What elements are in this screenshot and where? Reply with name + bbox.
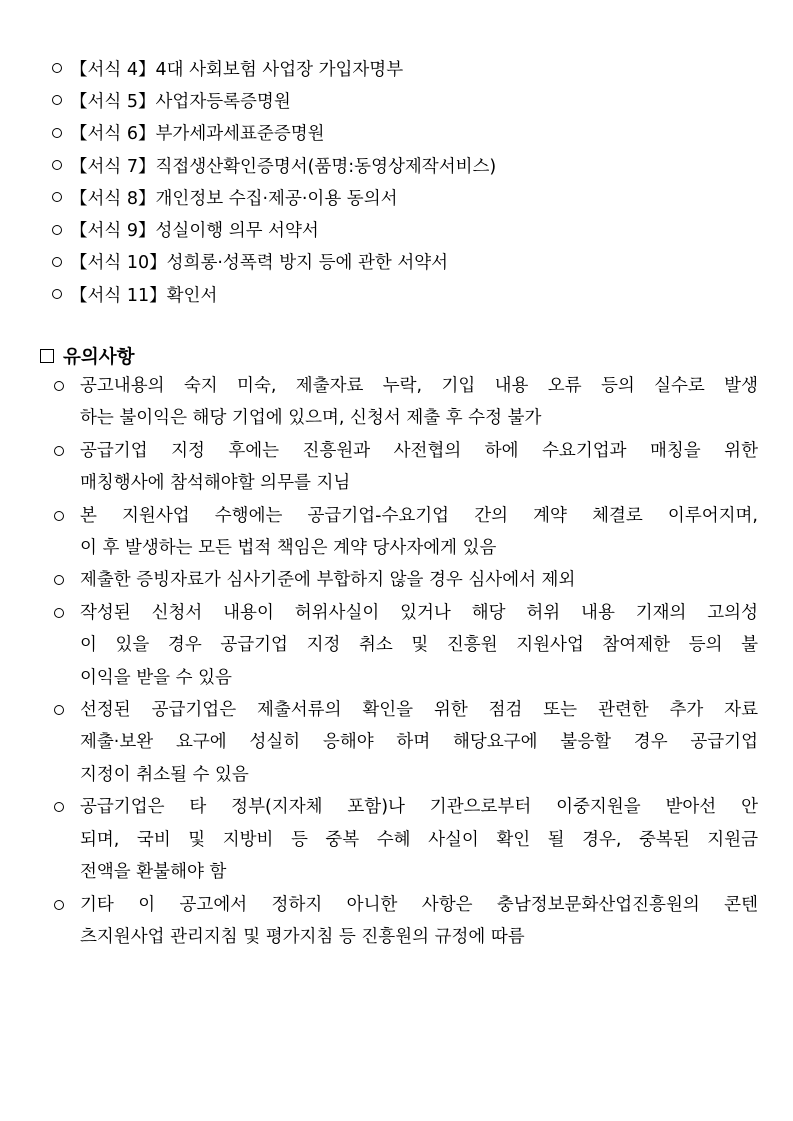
note-item: [52, 889, 758, 954]
circle-bullet-icon: [54, 608, 64, 618]
note-line: 지정이 취소될 수 있음: [80, 764, 249, 785]
circle-bullet-icon: [52, 128, 62, 138]
form-item-text: 【서식 7】직접생산확인증명서(품명:동영상제작서비스): [70, 156, 497, 177]
circle-bullet-icon: [52, 160, 62, 170]
form-item-text: 【서식 8】개인정보 수집·제공·이용 동의서: [70, 188, 398, 209]
form-item-text: 【서식 10】성희롱·성폭력 방지 등에 관한 서약서: [70, 253, 449, 274]
form-item-text: 【서식 6】부가세과세표준증명원: [70, 124, 325, 145]
circle-bullet-icon: [52, 95, 62, 105]
form-list-item: [52, 84, 752, 116]
circle-bullet-icon: [54, 446, 64, 456]
note-line: 츠지원사업 관리지침 및 평가지침 등 진흥원의 규정에 따름: [80, 926, 525, 947]
circle-bullet-icon: [52, 225, 62, 235]
note-item: [52, 791, 758, 888]
circle-bullet-icon: [54, 511, 64, 521]
note-item: [52, 500, 758, 565]
note-item: [52, 564, 758, 596]
note-line: 공급기업은 타 정부(지자체 포함)나 기관으로부터 이중지원을 받아선 안: [80, 797, 758, 818]
form-list-item: [52, 52, 752, 84]
circle-bullet-icon: [54, 705, 64, 715]
form-item-text: 【서식 4】4대 사회보험 사업장 가입자명부: [70, 59, 404, 80]
form-item-text: 【서식 9】성실이행 의무 서약서: [70, 221, 319, 242]
form-list-item: [52, 149, 752, 181]
note-line: 전액을 환불해야 함: [80, 862, 227, 883]
note-line: 이익을 받을 수 있음: [80, 667, 232, 688]
note-line: 작성된 신청서 내용이 허위사실이 있거나 해당 허위 내용 기재의 고의성: [80, 602, 758, 623]
note-item: [52, 370, 758, 435]
circle-bullet-icon: [52, 289, 62, 299]
circle-bullet-icon: [54, 802, 64, 812]
form-list-item: [52, 213, 752, 245]
notes-list: [52, 370, 758, 953]
form-list-item: [52, 278, 752, 310]
note-line: 제출·보완 요구에 성실히 응해야 하며 해당요구에 불응할 경우 공급기업: [80, 732, 758, 753]
note-line: 하는 불이익은 해당 기업에 있으며, 신청서 제출 후 수정 불가: [80, 408, 542, 429]
form-item-text: 【서식 5】사업자등록증명원: [70, 91, 291, 112]
note-line: 본 지원사업 수행에는 공급기업-수요기업 간의 계약 체결로 이루어지며,: [80, 505, 758, 526]
circle-bullet-icon: [52, 257, 62, 267]
form-list-item: [52, 117, 752, 149]
note-item: [52, 597, 758, 694]
form-list-item: [52, 246, 752, 278]
circle-bullet-icon: [52, 63, 62, 73]
note-line: 이 후 발생하는 모든 법적 책임은 계약 당사자에게 있음: [80, 538, 497, 559]
note-line: 기타 이 공고에서 정하지 아니한 사항은 충남정보문화산업진흥원의 콘텐: [80, 894, 758, 915]
note-item: [52, 435, 758, 500]
note-line: 공급기업 지정 후에는 진흥원과 사전협의 하에 수요기업과 매칭을 위한: [80, 440, 758, 461]
section-title: 유의사항: [63, 347, 135, 368]
form-list: [52, 52, 752, 310]
note-line: 되며, 국비 및 지방비 등 중복 수혜 사실이 확인 될 경우, 중복된 지원금: [80, 829, 758, 850]
square-bullet-icon: [40, 349, 54, 363]
circle-bullet-icon: [54, 575, 64, 585]
note-line: 매칭행사에 참석해야할 의무를 지님: [80, 473, 351, 494]
form-list-item: [52, 181, 752, 213]
note-line: 제출한 증빙자료가 심사기준에 부합하지 않을 경우 심사에서 제외: [80, 570, 576, 591]
form-item-text: 【서식 11】확인서: [70, 285, 218, 306]
note-line: 이 있을 경우 공급기업 지정 취소 및 진흥원 지원사업 참여제한 등의 불: [80, 635, 758, 656]
section-heading: [40, 343, 134, 369]
note-item: [52, 694, 758, 791]
note-line: 공고내용의 숙지 미숙, 제출자료 누락, 기입 내용 오류 등의 실수로 발생: [80, 376, 758, 396]
circle-bullet-icon: [54, 900, 64, 910]
circle-bullet-icon: [52, 192, 62, 202]
circle-bullet-icon: [54, 381, 64, 391]
note-line: 선정된 공급기업은 제출서류의 확인을 위한 점검 또는 관련한 추가 자료: [80, 700, 758, 721]
